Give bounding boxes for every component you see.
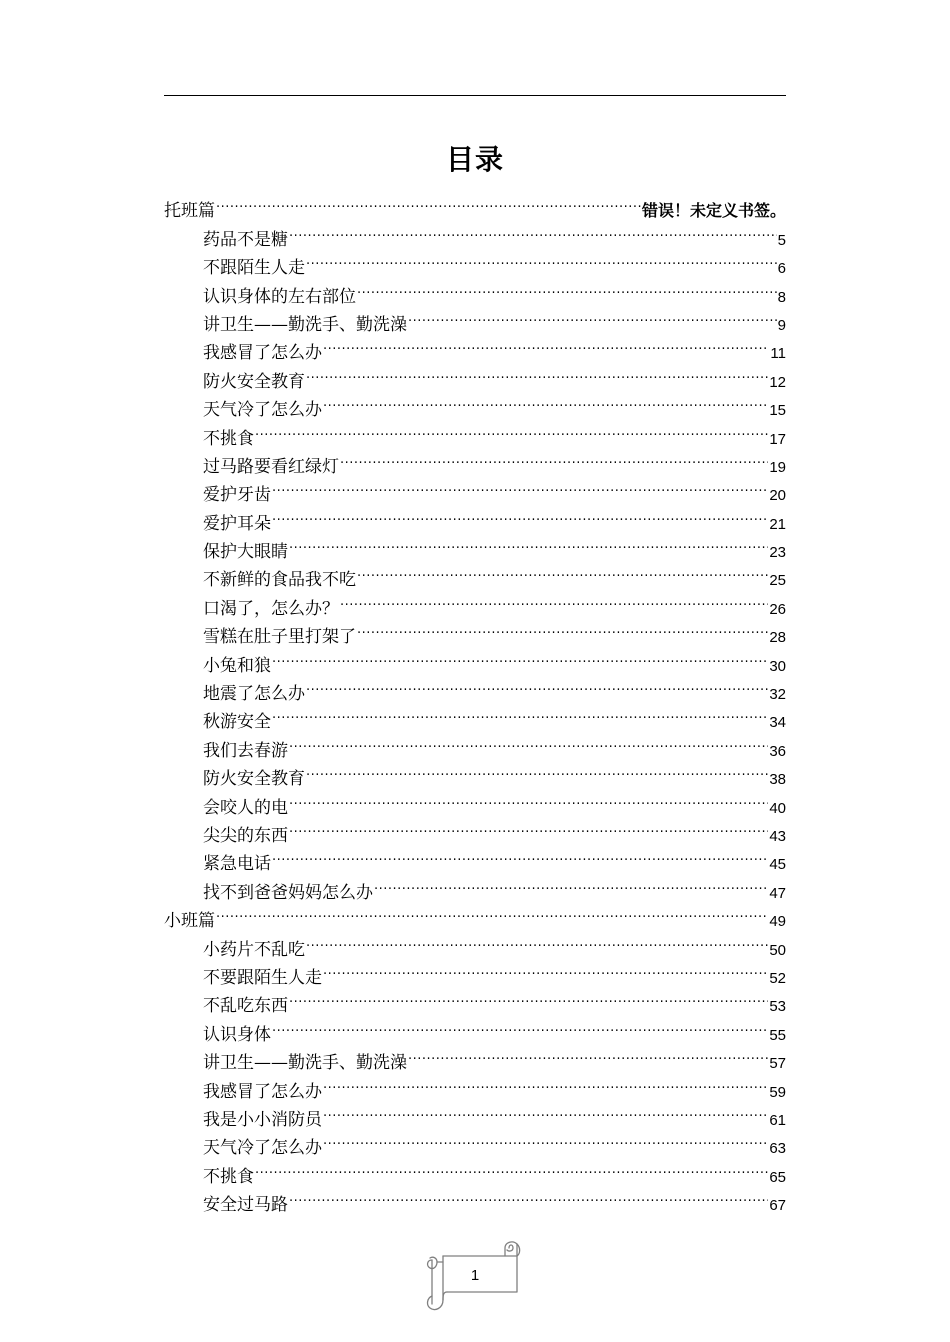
- toc-entry-label: 小班篇: [164, 911, 215, 932]
- toc-entry-label: 防火安全教育: [203, 769, 305, 790]
- toc-entry-label: 天气冷了怎么办: [203, 1138, 322, 1159]
- toc-entry-page: 34: [769, 714, 786, 732]
- toc-entry-page: 17: [769, 430, 786, 448]
- toc-entry-page: 36: [769, 742, 786, 760]
- dot-leader: [272, 472, 768, 500]
- toc-entry-page: 59: [769, 1083, 786, 1101]
- dot-leader: [216, 188, 641, 216]
- toc-entry[interactable]: [164, 444, 786, 477]
- toc-entry-label: 讲卫生——勤洗手、勤洗澡: [203, 1053, 407, 1074]
- toc-entry[interactable]: [164, 898, 786, 932]
- dot-leader: [289, 529, 768, 557]
- toc-entry-label: 紧急电话: [203, 854, 271, 875]
- toc-entry-label: 口渴了，怎么办？: [203, 598, 339, 619]
- toc-entry-page: 5: [777, 231, 786, 249]
- toc-entry[interactable]: [164, 1153, 786, 1187]
- toc-entry-label: 不新鲜的食品我不吃: [203, 570, 356, 591]
- toc-entry-label: 尖尖的东西: [203, 825, 288, 846]
- toc-entry-page: 25: [769, 572, 786, 590]
- toc-entry-page: 40: [769, 799, 786, 817]
- toc-entry-label: 不挑食: [203, 428, 254, 449]
- dot-leader: [289, 813, 768, 841]
- toc-entry-label: 小药片不乱吃: [203, 939, 305, 960]
- dot-leader: [289, 1182, 768, 1210]
- toc-entry-label: 讲卫生——勤洗手、勤洗澡: [203, 314, 407, 335]
- dot-leader: [289, 784, 768, 812]
- toc-entry-page: 57: [769, 1055, 786, 1073]
- toc-entry-label: 天气冷了怎么办: [203, 400, 322, 421]
- toc-entry-page: 28: [769, 629, 786, 647]
- dot-leader: [272, 1011, 768, 1039]
- toc-entry-label: 秋游安全: [203, 712, 271, 733]
- toc-entry-page: 61: [769, 1111, 786, 1129]
- toc-entry-label: 我感冒了怎么办: [203, 343, 322, 364]
- toc-entry-label: 防火安全教育: [203, 371, 305, 392]
- toc-entry[interactable]: [164, 926, 786, 960]
- toc-entry[interactable]: [164, 1182, 786, 1216]
- toc-entry-label: 不跟陌生人走: [203, 258, 305, 279]
- toc-entry-page: 11: [770, 345, 786, 363]
- dot-leader: [408, 302, 777, 330]
- toc-entry-page: 20: [769, 487, 786, 505]
- toc-entry-page: 8: [777, 288, 786, 306]
- toc-entry-page: 9: [777, 316, 786, 334]
- toc-entry-label: 托班篇: [164, 201, 215, 222]
- dot-leader: [289, 727, 768, 755]
- toc-entry-page: 26: [769, 600, 786, 618]
- toc-entry-page: 53: [769, 998, 786, 1016]
- dot-leader: [272, 500, 768, 528]
- toc-entry-label: 小兔和狼: [203, 655, 271, 676]
- toc-entry-page: 49: [769, 913, 786, 931]
- toc-entry-page: 12: [769, 373, 786, 391]
- dot-leader: [306, 245, 777, 273]
- toc-entry-page: 52: [769, 969, 786, 987]
- dot-leader: [340, 444, 768, 472]
- toc-entry-page: 23: [769, 544, 786, 562]
- dot-leader: [272, 699, 768, 727]
- toc-entry-page: 43: [769, 827, 786, 845]
- toc-entry-label: 认识身体: [203, 1024, 271, 1045]
- toc-entry-label: 安全过马路: [203, 1195, 288, 1216]
- toc-entry-page: 65: [769, 1168, 786, 1186]
- toc-entry-label: 找不到爸爸妈妈怎么办: [203, 882, 373, 903]
- toc-entry-label: 爱护牙齿: [203, 485, 271, 506]
- dot-leader: [289, 216, 777, 244]
- toc-entry-page: 30: [769, 657, 786, 675]
- dot-leader: [408, 1040, 768, 1068]
- toc-entry-label: 不乱吃东西: [203, 996, 288, 1017]
- toc-entry-page: 32: [769, 686, 786, 704]
- toc-entry-page: 45: [769, 856, 786, 874]
- dot-leader: [306, 756, 768, 784]
- dot-leader: [323, 1068, 768, 1096]
- toc-entry-page: 错误！未定义书签。: [641, 201, 786, 221]
- dot-leader: [357, 557, 768, 585]
- dot-leader: [255, 415, 768, 443]
- dot-leader: [323, 1125, 768, 1153]
- toc-entry-page: 21: [769, 515, 786, 533]
- toc-entry-label: 雪糕在肚子里打架了: [203, 627, 356, 648]
- dot-leader: [306, 926, 768, 954]
- dot-leader: [216, 898, 768, 926]
- dot-leader: [374, 869, 768, 897]
- dot-leader: [272, 841, 768, 869]
- page-number: 1: [470, 1267, 480, 1284]
- dot-leader: [272, 642, 768, 670]
- toc-entry-label: 爱护耳朵: [203, 513, 271, 534]
- dot-leader: [255, 1153, 768, 1181]
- toc-entry-label: 不要跟陌生人走: [203, 967, 322, 988]
- toc-title: 目录: [445, 143, 504, 176]
- toc-entry-label: 我感冒了怎么办: [203, 1081, 322, 1102]
- toc-entry-page: 50: [769, 941, 786, 959]
- table-of-contents: [164, 188, 786, 1216]
- dot-leader: [289, 983, 768, 1011]
- dot-leader: [323, 1097, 768, 1125]
- toc-entry[interactable]: [164, 216, 786, 250]
- toc-entry-page: 15: [769, 402, 786, 420]
- toc-entry-page: 55: [769, 1026, 786, 1044]
- toc-entry-label: 药品不是糖: [203, 229, 288, 250]
- dot-leader: [357, 614, 768, 642]
- toc-entry-page: 63: [769, 1140, 786, 1158]
- toc-entry-page: 19: [769, 458, 786, 476]
- dot-leader: [323, 330, 769, 358]
- toc-entry[interactable]: [164, 188, 786, 222]
- toc-entry-label: 认识身体的左右部位: [203, 286, 356, 307]
- header-rule: [164, 95, 786, 96]
- toc-entry-page: 67: [769, 1197, 786, 1215]
- toc-entry-page: 38: [769, 771, 786, 789]
- dot-leader: [306, 671, 768, 699]
- toc-entry-page: 47: [769, 884, 786, 902]
- toc-entry-label: 地震了怎么办: [203, 684, 305, 705]
- dot-leader: [306, 358, 768, 386]
- toc-entry-label: 会咬人的电: [203, 797, 288, 818]
- toc-entry-label: 过马路要看红绿灯: [203, 456, 339, 477]
- dot-leader: [323, 955, 768, 983]
- toc-entry-label: 保护大眼睛: [203, 542, 288, 563]
- toc-entry-label: 不挑食: [203, 1166, 254, 1187]
- dot-leader: [357, 273, 777, 301]
- toc-entry[interactable]: [164, 415, 786, 449]
- dot-leader: [323, 387, 768, 415]
- toc-entry-label: 我是小小消防员: [203, 1109, 322, 1130]
- toc-entry-label: 我们去春游: [203, 740, 288, 761]
- toc-entry-page: 6: [777, 260, 786, 278]
- dot-leader: [340, 585, 768, 613]
